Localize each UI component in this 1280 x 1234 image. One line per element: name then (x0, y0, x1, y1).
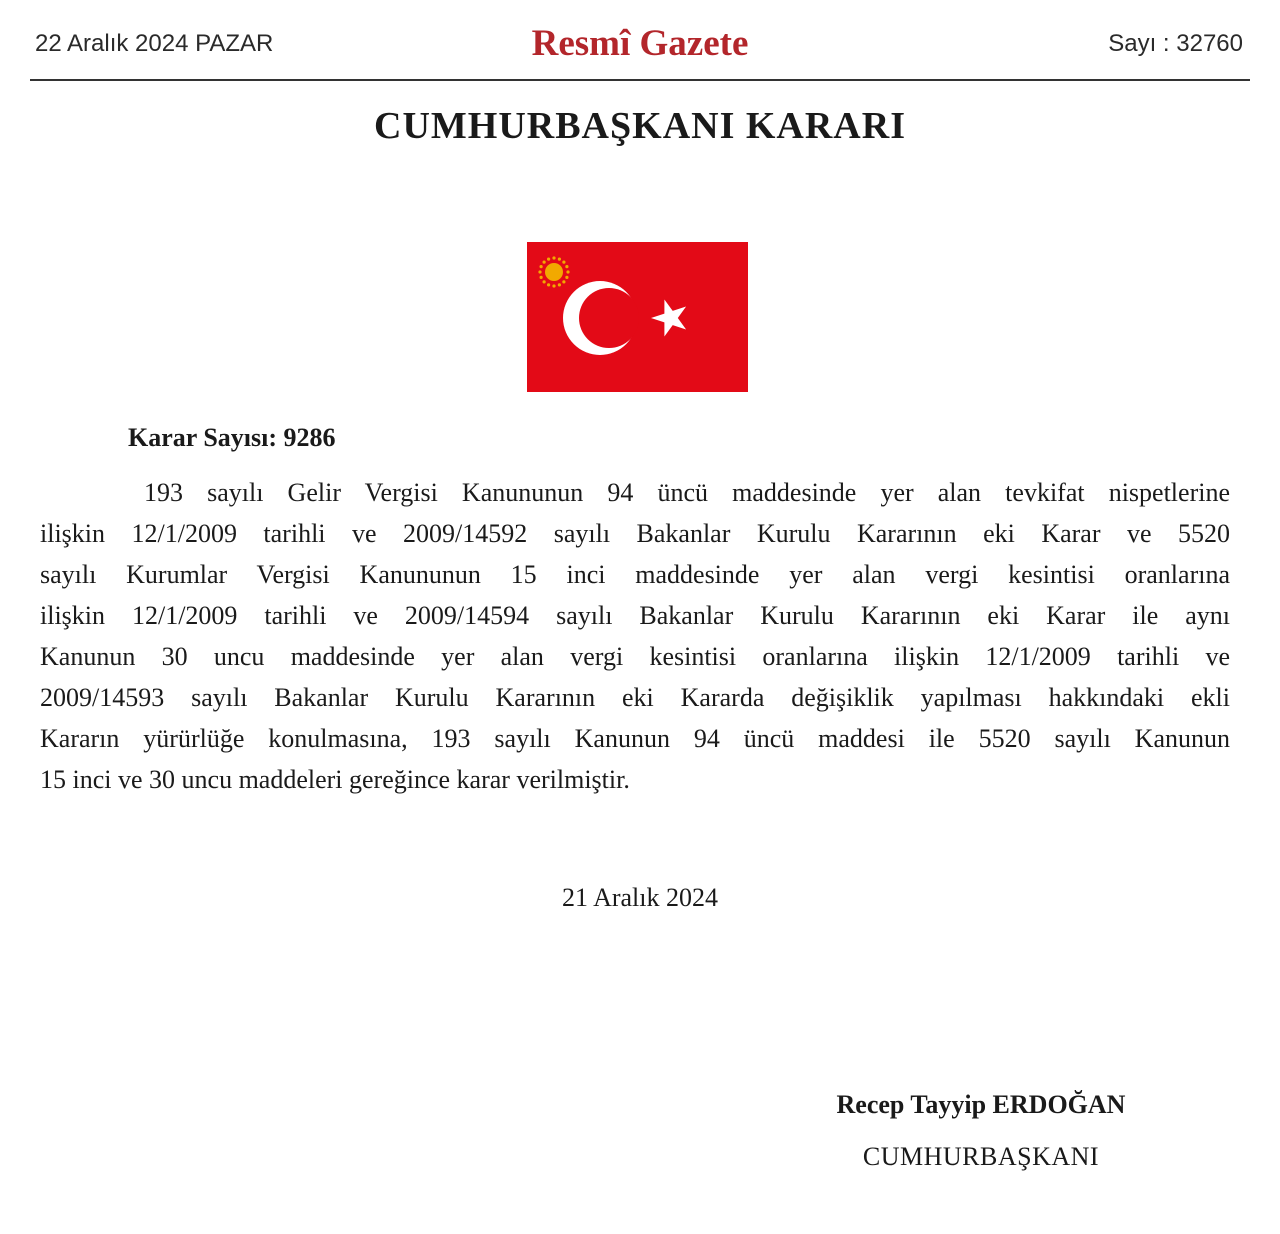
masthead-date: 22 Aralık 2024 PAZAR (35, 30, 274, 57)
decision-date: 21 Aralık 2024 (562, 883, 718, 912)
body-line: sayılı Kurumlar Vergisi Kanununun 15 inci maddesinde yer alan vergi kesintisi oranlarına (40, 560, 1230, 589)
masthead-divider (30, 79, 1250, 81)
body-line: 15 inci ve 30 uncu maddeleri gereğince karar verilmiştir. (40, 765, 630, 794)
body-line: ilişkin 12/1/2009 tarihli ve 2009/14592 sayılı Bakanlar Kurulu Kararının eki Karar ve 5520 (40, 519, 1230, 548)
signer-title: CUMHURBAŞKANI (862, 1142, 1100, 1171)
body-line: ilişkin 12/1/2009 tarihli ve 2009/14594 sayılı Bakanlar Kurulu Kararının eki Karar ile aynı (40, 601, 1230, 630)
masthead-title: Resmî Gazete (531, 23, 749, 64)
document-type-heading: CUMHURBAŞKANI KARARI (374, 105, 906, 147)
body-line: Kanunun 30 uncu maddesinde yer alan vergi kesintisi oranlarına ilişkin 12/1/2009 tarihli ve (40, 642, 1230, 671)
body-line: 193 sayılı Gelir Vergisi Kanununun 94 üncü maddesinde yer alan tevkifat nispetlerine (144, 478, 1230, 507)
masthead-issue-number: Sayı : 32760 (1108, 30, 1243, 57)
turkish-flag-icon (527, 242, 748, 392)
signer-name: Recep Tayyip ERDOĞAN (836, 1090, 1126, 1119)
decision-body-text (40, 472, 1230, 800)
body-line: 2009/14593 sayılı Bakanlar Kurulu Kararının eki Kararda değişiklik yapılması hakkındaki ekli (40, 683, 1230, 712)
decision-number: Karar Sayısı: 9286 (128, 423, 336, 452)
body-line: Kararın yürürlüğe konulmasına, 193 sayılı Kanunun 94 üncü maddesi ile 5520 sayılı Kanunun (40, 724, 1230, 753)
